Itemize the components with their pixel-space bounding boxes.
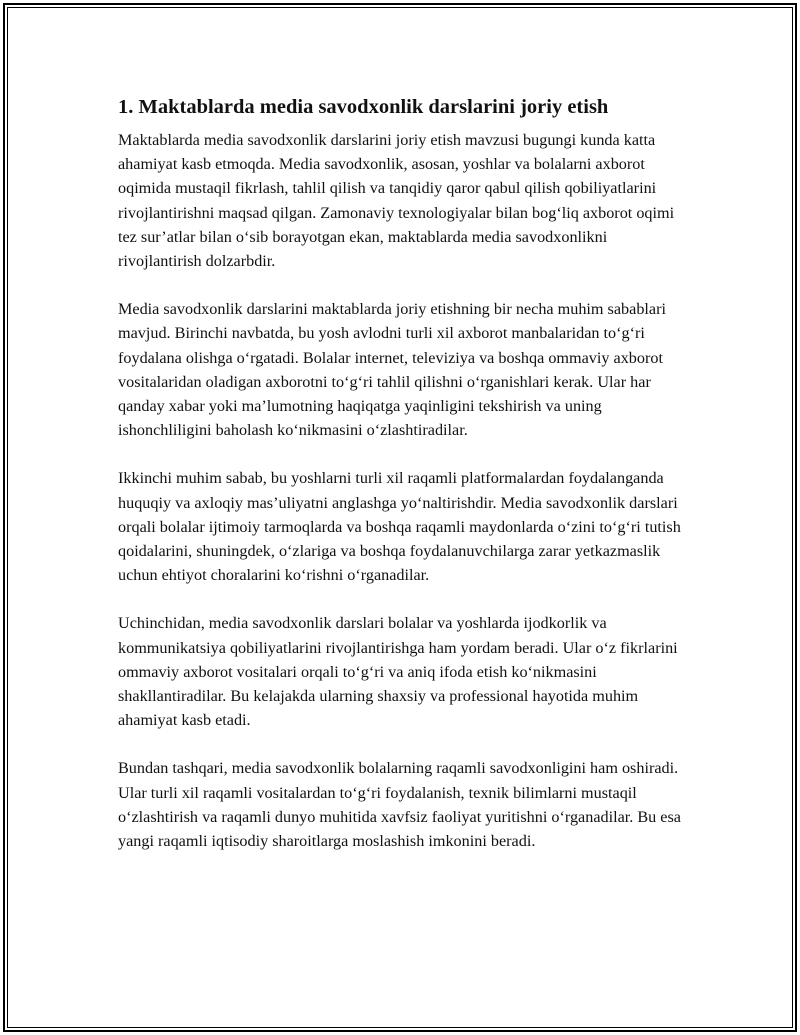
paragraph-1: Maktablarda media savodxonlik darslarini joriy etish mavzusi bugungi kunda katta ahamiyat kasb etmoqda. Media savodxonlik, asosan, yoshlar va bolalarni axborot oqimida mustaqil fikrlash, tahlil qilish va tanqidiy qaror qabul qilish qobiliyatlarini rivojlantirishni maqsad qilgan. Zamonaviy texnologiyalar bilan bog‘liq axborot oqimi tez sur’atlar bilan o‘sib borayotgan ekan, maktablarda media savodxonlikni rivojlantirish dolzarbdir. — [118, 131, 675, 271]
document-title: 1. Maktablarda media savodxonlik darslarini joriy etish — [118, 96, 609, 118]
paragraph-3: Ikkinchi muhim sabab, bu yoshlarni turli xil raqamli platformalardan foydalanganda huquqiy va axloqiy mas’uliyatni anglashga yo‘naltirishdir. Media savodxonlik darslari orqali bolalar ijtimoiy tarmoqlarda va boshqa raqamli maydonlarda o‘zini to‘g‘ri tutish qoidalarini, shuningdek, o‘zlariga va boshqa foydalanuvchilarga zarar yetkazmaslik uchun ehtiyot choralarini ko‘rishni o‘rganadilar. — [118, 469, 681, 585]
paragraph-2: Media savodxonlik darslarini maktablarda joriy etishning bir necha muhim sabablari mavjud. Birinchi navbatda, bu yosh avlodni turli xil axborot manbalaridan to‘g‘ri foydalana olishga o‘rgatadi. Bolalar internet, televiziya va boshqa ommaviy axborot vositalaridan oladigan axborotni to‘g‘ri tahlil qilishni o‘rganishlari kerak. Ular har qanday xabar yoki ma’lumotning haqiqatga yaqinligini tekshirish va uning ishonchliligini baholash ko‘nikmasini o‘zlashtiradilar. — [118, 300, 666, 440]
document-body — [118, 94, 693, 853]
paragraph-4: Uchinchidan, media savodxonlik darslari bolalar va yoshlarda ijodkorlik va kommunikatsiya qobiliyatlarini rivojlantirishga ham yordam beradi. Ular o‘z fikrlarini ommaviy axborot vositalari orqali to‘g‘ri va aniq ifoda etish ko‘nikmasini shakllantiradilar. Bu kelajakda ularning shaxsiy va professional hayotida muhim ahamiyat kasb etadi. — [118, 614, 678, 730]
paragraph-5: Bundan tashqari, media savodxonlik bolalarning raqamli savodxonligini ham oshiradi. Ular turli xil raqamli vositalardan to‘g‘ri foydalanish, texnik bilimlarni mustaqil o‘zlashtirish va raqamli dunyo muhitida xavfsiz faoliyat yuritishni o‘rganadilar. Bu esa yangi raqamli iqtisodiy sharoitlarga moslashish imkonini beradi. — [118, 759, 681, 851]
